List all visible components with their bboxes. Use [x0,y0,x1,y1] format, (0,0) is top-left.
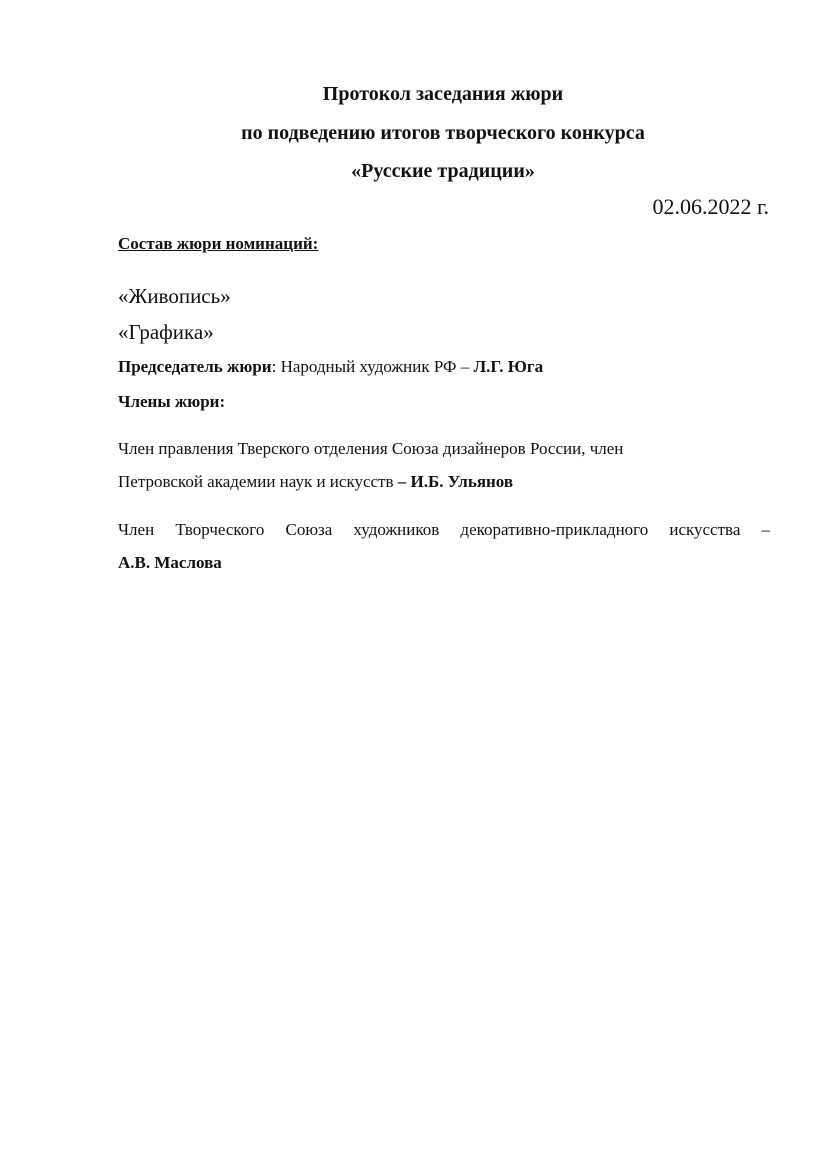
member-2-word-2: Творческого [175,520,265,539]
document-date: 02.06.2022 г. [652,194,769,219]
member-1-name: – И.Б. Ульянов [397,472,514,491]
member-2-line-2 [118,552,222,574]
chairman-label: Председатель жюри [118,357,272,376]
member-1-line-1: Член правления Тверского отделения Союза дизайнеров России, член [118,439,624,458]
members-heading-text: Члены жюри: [118,392,226,411]
title-line-1: Протокол заседания жюри [322,83,564,105]
member-2-word-3: Союза [285,520,333,539]
title-line-2: по подведению итогов творческого конкурса [241,122,645,144]
chairman-colon: : [271,357,277,376]
members-heading [118,391,225,413]
member-2-word-1: Член [118,520,155,539]
member-2-word-7: – [761,520,770,539]
member-1-line-2 [118,471,513,493]
nomination-graphics: «Графика» [118,320,214,344]
member-2-line-1 [118,519,770,541]
chairman-name: Л.Г. Юга [473,357,544,376]
member-2-word-6: искусства [669,520,741,539]
member-1-affiliation: Петровской академии наук и искусств [118,472,398,491]
member-2-word-5: декоративно-прикладного [460,520,649,539]
member-2-name: А.В. Маслова [118,553,222,572]
member-2-word-4: художников [353,520,440,539]
chairman-line [118,356,543,378]
nomination-painting: «Живопись» [118,284,231,308]
jury-heading: Состав жюри номинаций: [118,234,319,253]
title-line-3: «Русские традиции» [351,160,535,182]
chairman-description: Народный художник РФ – [276,357,474,376]
